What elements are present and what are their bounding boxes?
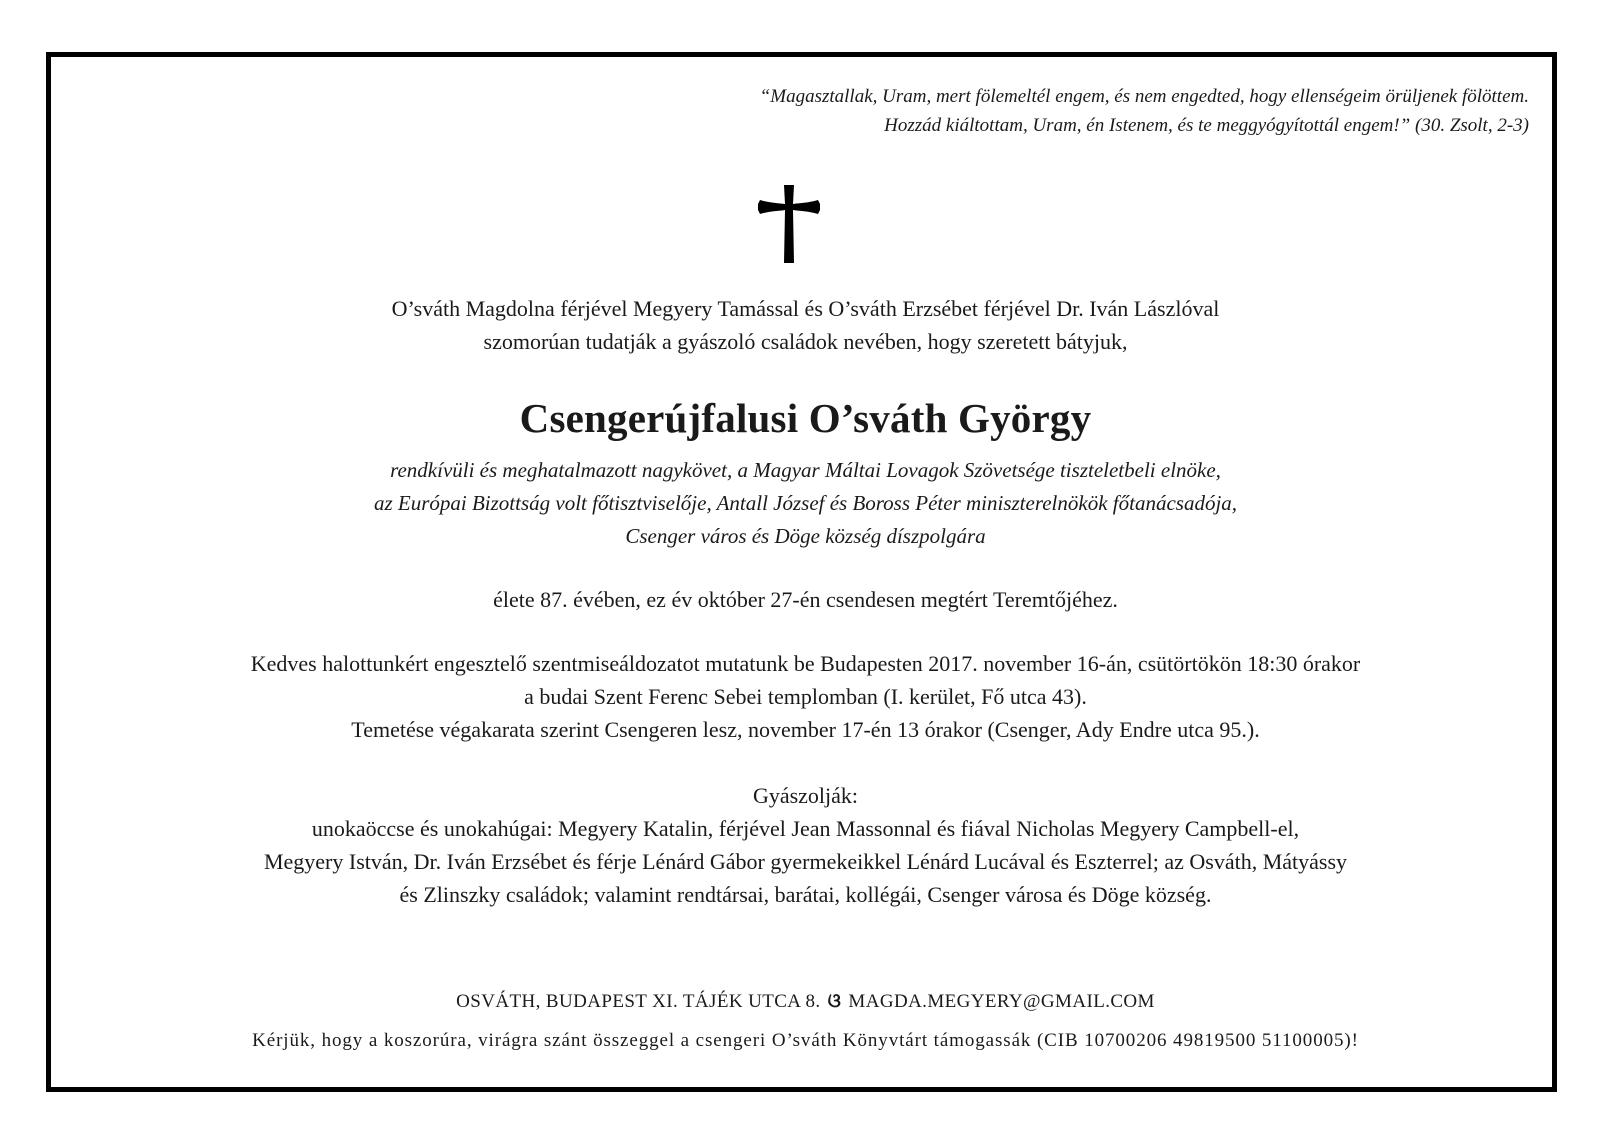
postal-address: OSVÁTH, BUDAPEST XI. TÁJÉK UTCA 8.: [456, 991, 821, 1012]
mourners-line-2: Megyery István, Dr. Iván Erzsébet és férje Lénárd Gábor gyermekeikkel Lénárd Lucával és Eszterrel; az Osváth, Mátyássy: [263, 849, 1348, 874]
death-notice: [60, 583, 1551, 616]
service-line-3: Temetése végakarata szerint Csengeren lesz, november 17-én 13 órakor (Csenger, Ady Endre utca 95.).: [351, 717, 1260, 742]
intro-line-1: O’sváth Magdolna férjével Megyery Tamással és O’sváth Erzsébet férjével Dr. Iván Lászlóval: [391, 296, 1220, 321]
latin-cross-icon: [758, 185, 820, 263]
titles-line-3: Csenger város és Döge község díszpolgára: [625, 524, 986, 548]
titles-line-1: rendkívüli és meghatalmazott nagykövet, a Magyar Máltai Lovagok Szövetsége tiszteletbeli elnöke,: [390, 458, 1221, 482]
mourners-list: [60, 812, 1551, 911]
intro-line-2: szomorúan tudatják a gyászoló családok nevében, hogy szeretett bátyjuk,: [483, 329, 1128, 354]
service-line-1: Kedves halottunkért engesztelő szentmiseáldozatot mutatunk be Budapesten 2017. november 16-án, csütörtökön 18:30 órakor: [250, 651, 1361, 676]
mourners-heading-text: Gyászolják:: [752, 783, 859, 808]
donation-text: Kérjük, hogy a koszorúra, virágra szánt összeggel a csengeri O’sváth Könyvtárt támogassák (CIB 10700206 49819500 51100005)!: [252, 1030, 1359, 1051]
mourners-line-3: és Zlinszky családok; valamint rendtársai, barátai, kollégái, Csenger városa és Döge község.: [399, 882, 1212, 907]
deceased-name: [60, 393, 1551, 443]
service-line-2: a budai Szent Ferenc Sebei templomban (I. kerület, Fő utca 43).: [524, 684, 1087, 709]
funeral-service-info: [60, 647, 1551, 746]
donation-request: [60, 1027, 1551, 1055]
mourners-line-1: unokaöccse és unokahúgai: Megyery Katalin, férjével Jean Massonnal és fiával Nicholas Megyery Campbell-el,: [311, 816, 1300, 841]
mourners-heading: [60, 779, 1551, 812]
titles-line-2: az Európai Bizottság volt főtisztviselője, Antall József és Boross Péter miniszterelnökök főtanácsadója,: [373, 491, 1238, 515]
psalm-quote-line-1: “Magasztallak, Uram, mert fölemeltél engem, és nem engedted, hogy ellenségeim örüljenek fölöttem.: [759, 86, 1529, 107]
death-notice-text: élete 87. évében, ez év október 27-én csendesen megtért Teremtőjéhez.: [493, 587, 1118, 612]
psalm-quote: [760, 82, 1529, 140]
psalm-quote-line-2: Hozzád kiáltottam, Uram, én Istenem, és te meggyógyítottál engem!” (30. Zsolt, 2-3): [884, 115, 1529, 136]
contact-address: [60, 988, 1551, 1016]
announcement-intro: [60, 292, 1551, 358]
deceased-name-text: Csengerújfalusi O’sváth György: [519, 395, 1092, 441]
ornament-separator-icon: ଓ: [827, 991, 842, 1012]
email-address: MAGDA.MEGYERY@GMAIL.COM: [848, 991, 1155, 1012]
deceased-titles: [60, 454, 1551, 553]
